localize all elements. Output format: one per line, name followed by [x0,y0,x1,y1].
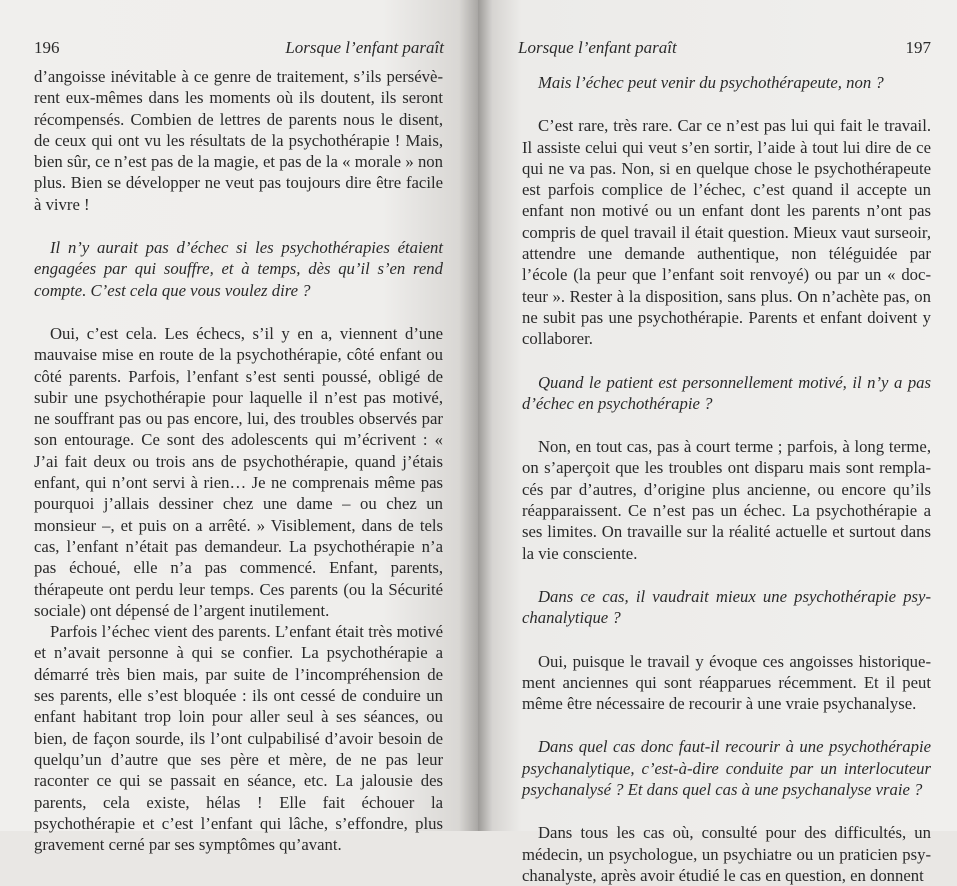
right-page [478,0,957,885]
answer-paragraph: Oui, c’est cela. Les échecs, s’il y en a, viennent d’une mauvaise mise en route de la psychothérapie, côté enfant ou côté parents. Parfois, l’enfant s’est senti poussé, obligé de subir une psychothérapie pour laquelle il n’est pas motivé, ne souffrant pas ou pas encore, lui, des troubles observés par son entourage. Ce sont des adolescents qui m’écrivent : « J’ai fait deux ou trois ans de psychothérapie, quand j’étais enfant, qui n’ont servi à rien… Je ne comprenais même pas pourquoi j’allais dessiner chez une dame – ou chez un monsieur –, et puis on a arrêté. » Visiblement, dans de tels cas, l’enfant n’était pas demandeur. La psychothérapie n’a pas échoué, elle n’a pas commencé. Enfant, parents, thérapeute ont perdu leur temps. Ces parents (ou la Sécurité sociale) ont dépensé de l’argent inutilement. [34,323,443,620]
answer-paragraph: Oui, puisque le travail y évoque ces angoisses historiquement anciennes qui sont réapparues récemment. Et il peut même être nécessaire de recourir à une vraie psychanalyse. [522,651,931,714]
question-paragraph: Dans ce cas, il vaudrait mieux une psychothérapie psychanalytique ? [522,586,931,628]
answer-paragraph: Dans tous les cas où, consulté pour des difficultés, un médecin, un psychologue, un psychiatre ou un praticien psychanalyste, après avoir étudié le cas en question, en donnent [522,823,931,885]
page-number: 196 [34,38,60,57]
left-page-body [34,66,443,855]
left-page [0,0,478,855]
question-paragraph: Dans quel cas donc faut-il recourir à une psychothérapie psychanalytique, c’est-à-dire conduite par un interlocuteur psychanalysé ? Et dans quel cas à une psychanalyse vraie ? [522,737,931,800]
question-paragraph: Quand le patient est personnellement motivé, il n’y a pas d’échec en psychothérapie ? [522,372,931,413]
answer-paragraph: d’angoisse inévitable à ce genre de traitement, s’ils persévèrent eux-mêmes dans les moments où ils doutent, ils seront récompensés. Combien de lettres de parents nous le disent, de ceux qui ont vu les résultats de la psychothérapie ! Mais, bien sûr, ce n’est pas de la magie, et pas de la « morale » non plus. Bien se développer ne veut pas toujours dire être facile à vivre ! [34,67,443,214]
question-paragraph: Il n’y aurait pas d’échec si les psychothérapies étaient engagées par qui souffre, et à temps, dès qu’il s’en rend compte. C’est cela que vous voulez dire ? [34,238,443,300]
running-title: Lorsque l’enfant paraît [518,38,677,57]
page-number: 197 [905,38,931,57]
question-paragraph: Mais l’échec peut venir du psychothérapeute, non ? [538,73,884,92]
answer-paragraph: Non, en tout cas, pas à court terme ; parfois, à long terme, on s’aperçoit que les troubles ont disparu mais sont remplacés par d’autres, d’origine plus ancienne, ou encore qu’ils réapparaissent. Ce n’est pas un échec. La psychothérapie a ses limites. On travaille sur la réalité actuelle et surtout dans la vie consciente. [522,437,931,563]
right-page-body [522,72,931,886]
answer-paragraph: Parfois l’échec vient des parents. L’enfant était très motivé et n’avait personne à qui se confier. La psychothérapie a démarré très bien mais, par suite de l’incompréhension de ses parents, elle s’est bloquée : ils ont cessé de conduire un enfant habitant trop loin pour aller seul à ses séances, ou bien, de façon sourde, ils l’ont culpabilisé d’avoir besoin de quelqu’un d’autre que ses père et mère, de ne pas leur raconter ce qui se passait en séance, etc. La jalousie des parents, cela existe, hélas ! Elle fait échouer la psychothérapie et c’est l’enfant qui lâche, s’effondre, plus gravement cerné par ses symptômes qu’avant. [34,622,443,855]
answer-paragraph: C’est rare, très rare. Car ce n’est pas lui qui fait le travail. Il assiste celui qui veut s’en sortir, l’aide à tout lui dire de ce qui ne va pas. Non, si en quelque chose le psychothérapeute est parfois complice de l’échec, c’est quand il accepte un enfant non motivé ou un enfant dont les parents n’ont pas compris de quel travail il était question. Mieux vaut surseoir, attendre une demande authentique, non téléguidée par l’école (la peur que l’enfant soit renvoyé) ou par un « docteur ». Rester à la disposition, sans plus. On n’achète pas, on ne subit pas une psychothérapie. Parents et enfant doivent y collaborer. [522,116,931,349]
running-title: Lorsque l’enfant paraît [285,38,444,57]
